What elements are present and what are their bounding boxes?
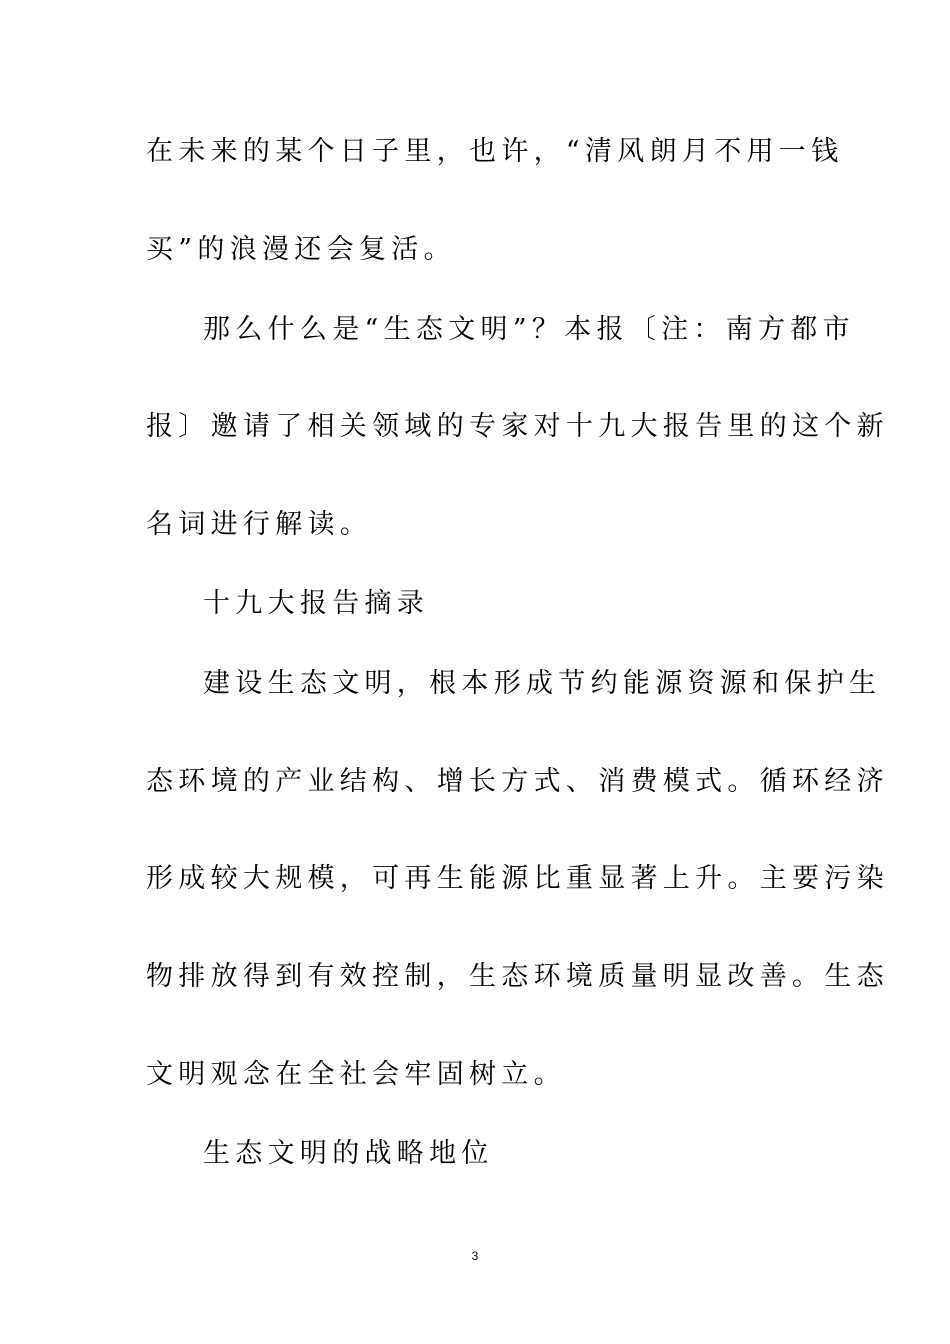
page-number: 3: [471, 1249, 479, 1263]
body-text-line: 建设生态文明，根本形成节约能源资源和保护生: [203, 668, 882, 699]
body-text-line: 物排放得到有效控制，生态环境质量明显改善。生态: [146, 961, 889, 992]
body-text-line: 形成较大规模，可再生能源比重显著上升。主要污染: [146, 863, 889, 894]
body-text-line: 报〕邀请了相关领域的专家对十九大报告里的这个新: [146, 411, 889, 442]
body-text-line: 文明观念在全社会牢固树立。: [146, 1059, 566, 1090]
section-heading: 生态文明的战略地位: [203, 1138, 494, 1169]
body-text-line: 那么什么是“生态文明”？本报〔注：南方都市: [203, 314, 855, 345]
body-text-line: 态环境的产业结构、增长方式、消费模式。循环经济: [146, 766, 889, 797]
body-text-line: 在未来的某个日子里，也许，“清风朗月不用一钱: [146, 136, 844, 167]
section-heading: 十九大报告摘录: [203, 588, 430, 619]
body-text-line: 名词进行解读。: [146, 509, 373, 540]
body-text-line: 买”的浪漫还会复活。: [146, 234, 456, 265]
